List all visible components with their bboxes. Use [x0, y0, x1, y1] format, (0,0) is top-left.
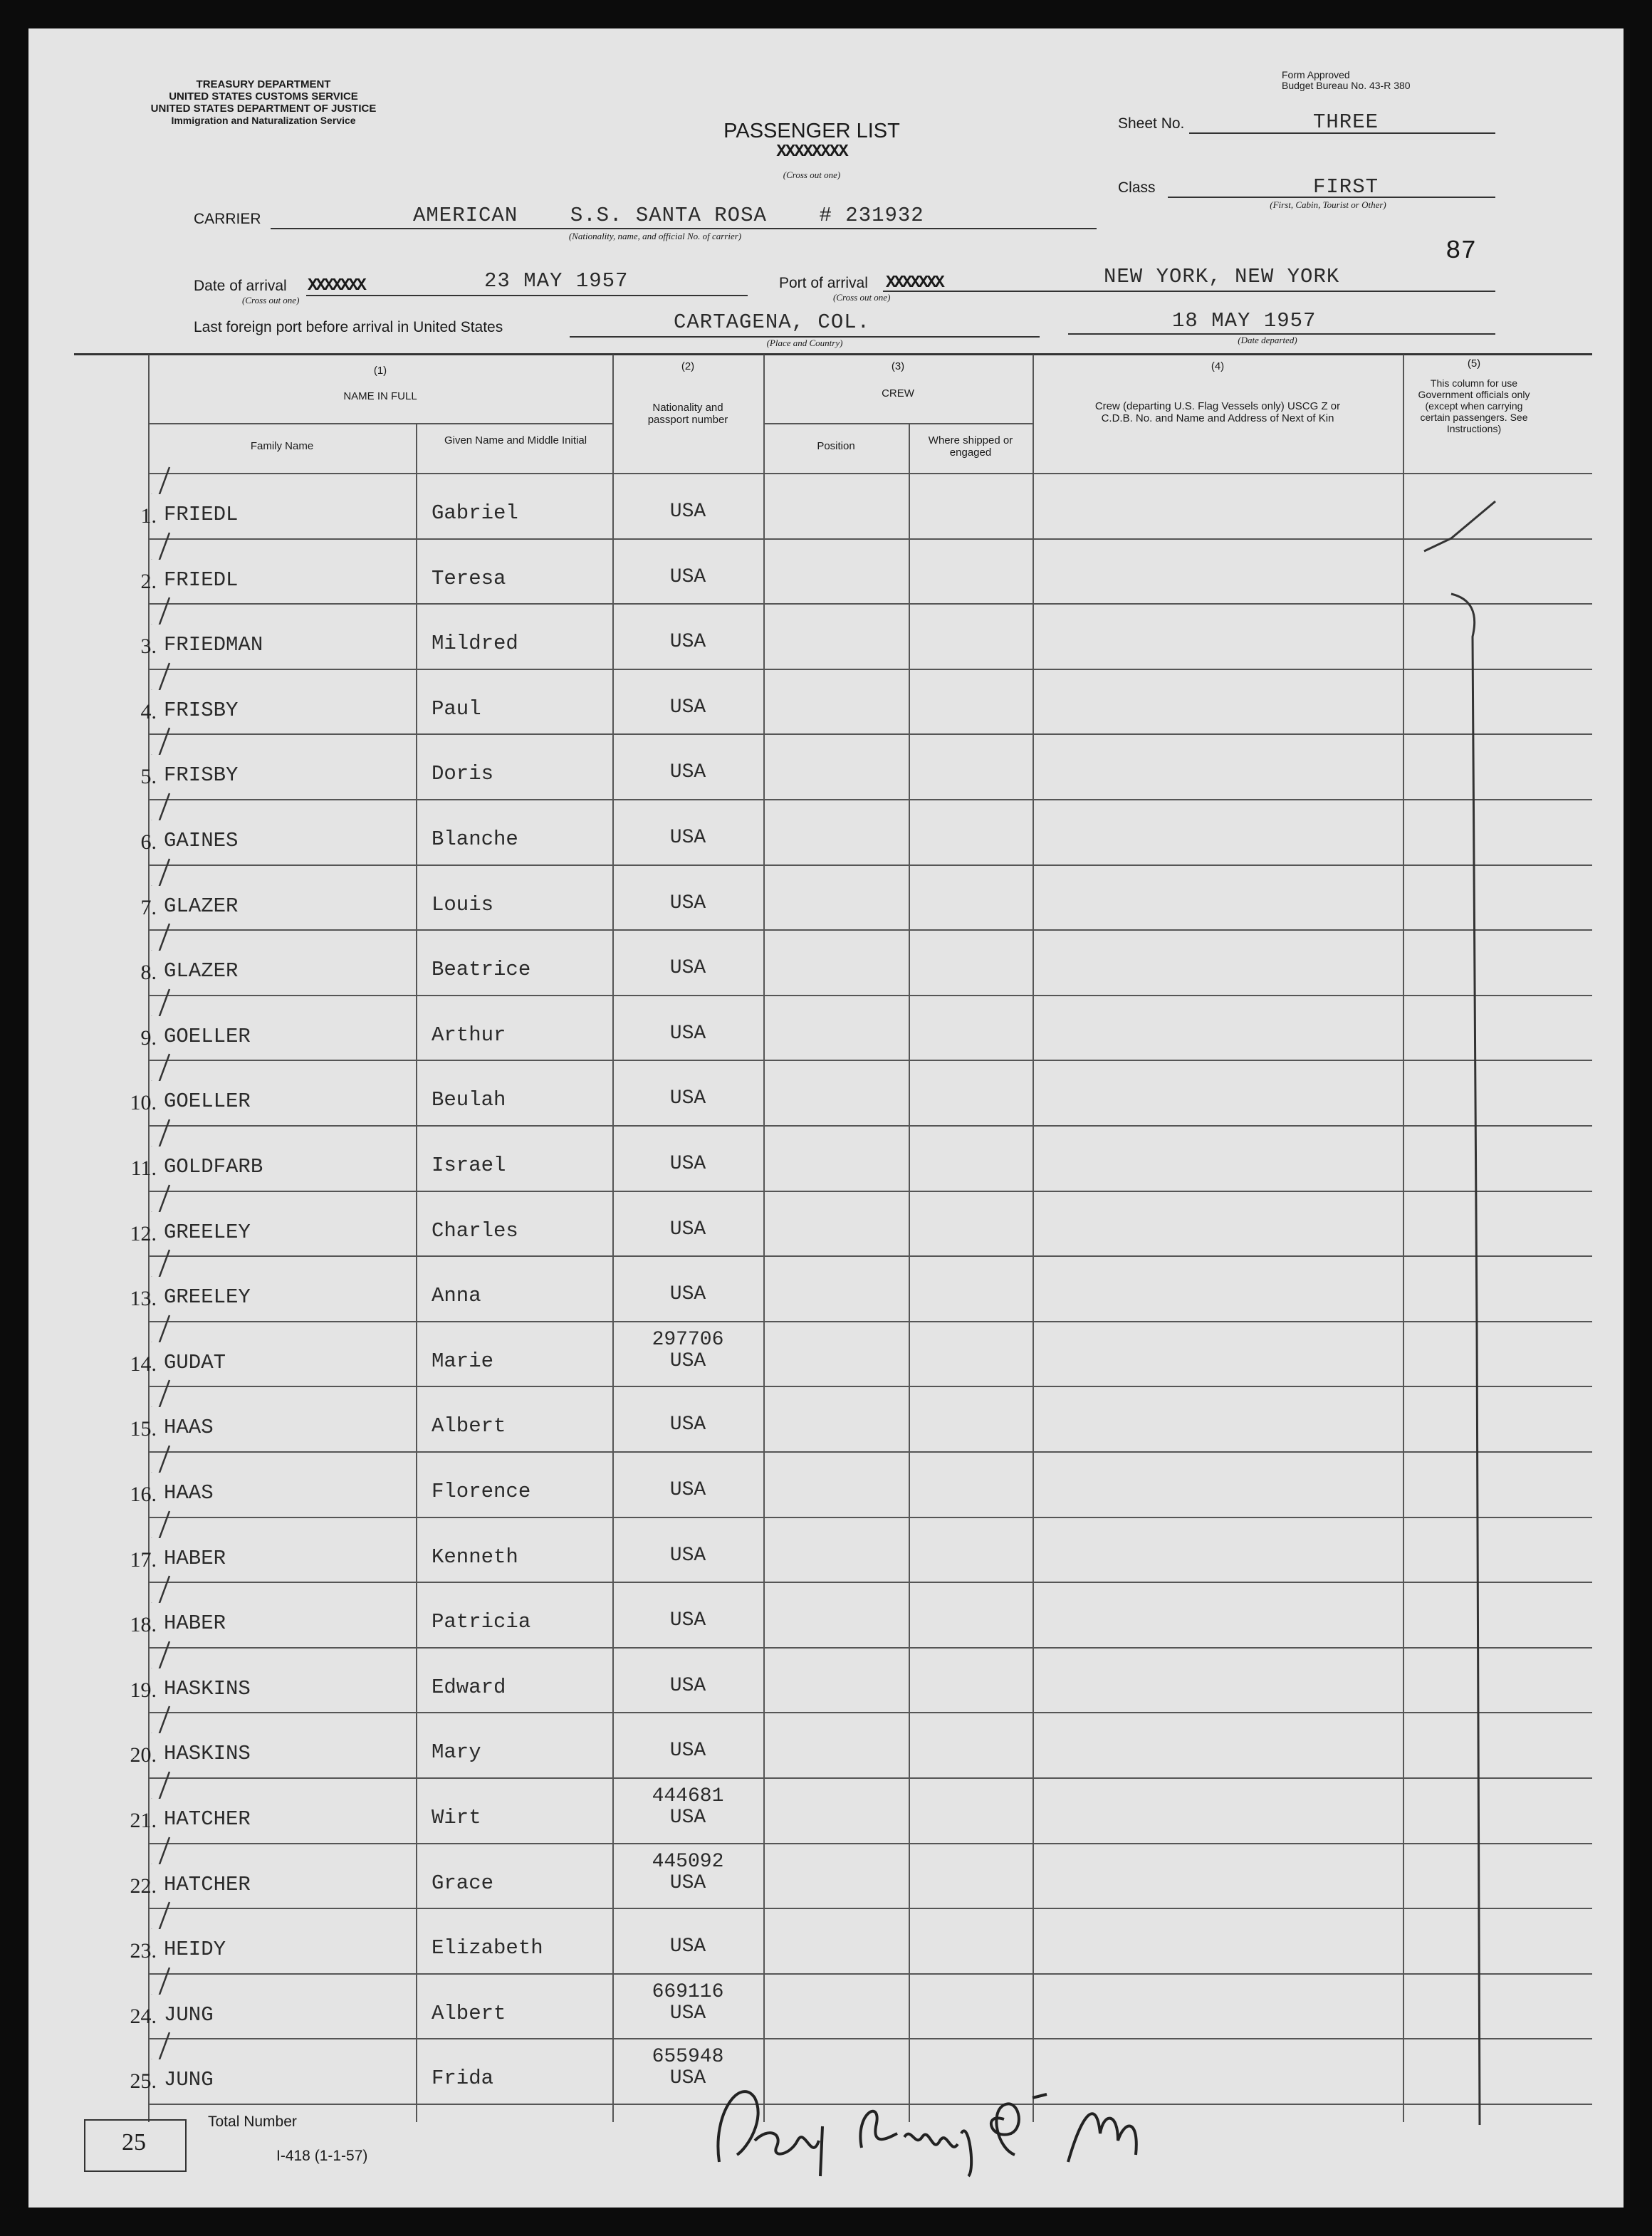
- row-rule: [148, 1386, 1592, 1387]
- row-rule: [148, 1517, 1592, 1518]
- given-name: Grace: [432, 1871, 494, 1895]
- row-number: 16.: [130, 1483, 157, 1506]
- check-mark-icon: [148, 1574, 171, 1603]
- nationality-passport: [617, 1982, 759, 2025]
- port-struck: XXXXXXX: [886, 273, 943, 293]
- carrier-hint: (Nationality, name, and official No. of carrier): [568, 231, 742, 241]
- row-number: 5.: [140, 765, 157, 788]
- signature-image: [698, 2069, 1154, 2183]
- check-mark-icon: [148, 596, 171, 625]
- nationality: USA: [669, 2002, 706, 2025]
- subhead-rule-name: [148, 423, 612, 424]
- check-mark-icon: [148, 1966, 171, 1995]
- agency-line-1: TREASURY DEPARTMENT: [196, 78, 331, 90]
- check-mark-icon: [148, 1444, 171, 1473]
- nationality: USA: [669, 631, 706, 653]
- row-rule: [148, 1908, 1592, 1909]
- nationality: USA: [669, 1935, 706, 1958]
- passport-number: 655948: [652, 2046, 724, 2068]
- row-rule: [148, 929, 1592, 931]
- row-number: 8.: [140, 961, 157, 984]
- row-number: 12.: [130, 1222, 157, 1245]
- given-name: Anna: [432, 1284, 481, 1307]
- row-rule: [148, 1777, 1592, 1779]
- given-name: Kenneth: [432, 1545, 518, 1569]
- nationality: USA: [669, 696, 706, 719]
- row-rule: [148, 1255, 1592, 1257]
- sheet-value: THREE: [1312, 110, 1379, 134]
- check-mark-icon: [148, 1118, 171, 1146]
- departed-hint: (Date departed): [1238, 335, 1297, 345]
- col4-number: (4): [1211, 360, 1225, 372]
- nationality: USA: [669, 1087, 706, 1109]
- check-mark-icon: [148, 922, 171, 951]
- nationality-passport: [617, 1154, 759, 1175]
- check-mark-icon: [148, 988, 171, 1016]
- row-number: 1.: [140, 504, 157, 528]
- check-mark-icon: [148, 726, 171, 755]
- nationality: USA: [669, 501, 706, 523]
- row-number: 7.: [140, 896, 157, 919]
- given-name: Charles: [432, 1219, 518, 1243]
- nationality: USA: [669, 1807, 706, 1829]
- col3-number: (3): [891, 360, 905, 372]
- given-name: Mary: [432, 1740, 481, 1764]
- budget-bureau: Budget Bureau No. 43-R 380: [1282, 80, 1411, 91]
- given-name: Wirt: [432, 1806, 481, 1829]
- nationality: USA: [669, 957, 706, 979]
- row-rule: [148, 733, 1592, 735]
- row-rule: [148, 1582, 1592, 1583]
- family-name: GLAZER: [164, 959, 239, 983]
- col-divider-kin: [1032, 355, 1034, 2122]
- family-name: HABER: [164, 1611, 226, 1635]
- nationality-passport: [617, 1786, 759, 1829]
- sheet-label: Sheet No.: [1118, 115, 1185, 132]
- carrier-line: [271, 228, 1097, 229]
- port-value: NEW YORK, NEW YORK: [1104, 265, 1340, 288]
- col-divider-crew: [763, 355, 765, 2122]
- row-number: 4.: [140, 700, 157, 723]
- row-rule: [148, 1060, 1592, 1061]
- nationality: USA: [669, 761, 706, 783]
- port-line: [883, 291, 1495, 292]
- row-number: 19.: [130, 1678, 157, 1702]
- given-name: Beatrice: [432, 958, 531, 981]
- given-name: Arthur: [432, 1023, 506, 1047]
- family-name: HEIDY: [164, 1938, 226, 1961]
- cross-out-hint: (Cross out one): [783, 169, 841, 180]
- row-number: 9.: [140, 1026, 157, 1050]
- class-label: Class: [1118, 179, 1156, 196]
- form-code: I-418 (1-1-57): [276, 2148, 368, 2164]
- nationality: USA: [669, 1153, 706, 1175]
- col2-number: (2): [681, 360, 695, 372]
- row-rule: [148, 1647, 1592, 1649]
- row-number: 23.: [130, 1939, 157, 1963]
- row-number: 14.: [130, 1352, 157, 1376]
- nationality: USA: [669, 1479, 706, 1501]
- check-mark-icon: [148, 792, 171, 820]
- col-family-name: Family Name: [250, 440, 314, 452]
- family-name: GOLDFARB: [164, 1155, 263, 1179]
- row-number: 24.: [130, 2005, 157, 2028]
- nationality-passport: [617, 1610, 759, 1631]
- port-cross-hint: (Cross out one): [833, 292, 891, 303]
- row-rule: [148, 1843, 1592, 1844]
- nationality-passport: [617, 762, 759, 783]
- family-name: GUDAT: [164, 1351, 226, 1374]
- port-label: Port of arrival: [779, 275, 868, 291]
- table-top-rule: [74, 353, 1592, 355]
- form-approved-block: [1282, 70, 1495, 91]
- agency-line-4: Immigration and Naturalization Service: [171, 115, 356, 126]
- check-mark-icon: [148, 1705, 171, 1733]
- nationality: USA: [669, 2067, 706, 2089]
- given-name: Gabriel: [432, 501, 518, 525]
- nationality-passport: [617, 1219, 759, 1240]
- family-name: FRISBY: [164, 763, 239, 787]
- col-given-name: Given Name and Middle Initial: [444, 434, 587, 446]
- row-rule: [148, 1973, 1592, 1975]
- family-name: HAAS: [164, 1481, 214, 1505]
- last-port-label: Last foreign port before arrival in United States: [194, 319, 503, 335]
- row-rule: [148, 864, 1592, 866]
- check-mark-icon: [148, 531, 171, 560]
- given-name: Edward: [432, 1676, 506, 1699]
- given-name: Beulah: [432, 1088, 506, 1112]
- col-divider-where: [909, 423, 910, 2122]
- row-rule: [148, 1191, 1592, 1192]
- nationality: USA: [669, 892, 706, 914]
- given-name: Paul: [432, 697, 481, 721]
- given-name: Teresa: [432, 567, 506, 590]
- title-struck: XXXXXXXX: [776, 142, 847, 162]
- sheet-line: [1189, 132, 1495, 134]
- agency-line-3: UNITED STATES DEPARTMENT OF JUSTICE: [150, 103, 377, 115]
- passport-number: 297706: [652, 1329, 724, 1351]
- nationality: USA: [669, 1414, 706, 1436]
- given-name: Israel: [432, 1154, 506, 1177]
- check-mark-icon: [148, 1770, 171, 1799]
- nationality-passport: [617, 1284, 759, 1305]
- check-mark-icon: [148, 2031, 171, 2059]
- passenger-list-form: [28, 28, 1624, 2208]
- row-number: 20.: [130, 1743, 157, 1767]
- check-mark-icon: [148, 1640, 171, 1668]
- check-mark-icon: [148, 857, 171, 886]
- nationality-passport: [617, 697, 759, 719]
- nationality: USA: [669, 1023, 706, 1045]
- date-label: Date of arrival: [194, 278, 287, 294]
- date-struck: XXXXXXX: [308, 276, 365, 296]
- given-name: Mildred: [432, 632, 518, 655]
- nationality-passport: [617, 1851, 759, 1894]
- nationality: USA: [669, 1218, 706, 1240]
- date-value: 23 MAY 1957: [484, 269, 629, 293]
- family-name: JUNG: [164, 2003, 214, 2027]
- col5-bracket-mark: [1403, 473, 1545, 2125]
- given-name: Marie: [432, 1349, 494, 1373]
- row-number: 13.: [130, 1287, 157, 1310]
- check-mark-icon: [148, 1314, 171, 1342]
- date-cross-hint: (Cross out one): [242, 295, 300, 305]
- row-rule: [148, 1321, 1592, 1322]
- nationality-passport: [617, 958, 759, 979]
- row-rule: [148, 799, 1592, 800]
- nationality-passport: [617, 501, 759, 523]
- last-port-value: CARTAGENA, COL.: [674, 310, 871, 334]
- given-name: Albert: [432, 1414, 506, 1438]
- nationality-passport: [617, 893, 759, 914]
- family-name: HABER: [164, 1547, 226, 1570]
- class-hint: (First, Cabin, Tourist or Other): [1270, 199, 1386, 210]
- given-name: Frida: [432, 2067, 494, 2090]
- nationality: USA: [669, 1740, 706, 1762]
- row-number: 17.: [130, 1548, 157, 1572]
- nationality-passport: [617, 1329, 759, 1372]
- col1-title: NAME IN FULL: [343, 390, 417, 402]
- check-mark-icon: [148, 1510, 171, 1538]
- given-name: Elizabeth: [432, 1936, 543, 1960]
- nationality: USA: [669, 827, 706, 849]
- agency-block: [85, 78, 441, 127]
- row-rule: [148, 603, 1592, 605]
- date-line: [306, 295, 748, 296]
- subhead-rule-crew: [763, 423, 1032, 424]
- col2-title: Nationality and passport number: [647, 402, 728, 426]
- nationality: USA: [669, 1545, 706, 1567]
- family-name: HATCHER: [164, 1807, 251, 1831]
- nationality-passport: [617, 1676, 759, 1697]
- passport-number: 669116: [652, 1981, 724, 2003]
- nationality: USA: [669, 1675, 706, 1697]
- nationality-passport: [617, 1088, 759, 1109]
- family-name: FRIEDL: [164, 568, 239, 592]
- row-number: 11.: [130, 1156, 157, 1180]
- row-rule: [148, 1712, 1592, 1713]
- family-name: FRIEDMAN: [164, 633, 263, 657]
- family-name: GOELLER: [164, 1090, 251, 1113]
- family-name: HASKINS: [164, 1742, 251, 1765]
- header-bottom-rule: [148, 473, 1592, 474]
- nationality-passport: [617, 567, 759, 588]
- row-number: 25.: [130, 2069, 157, 2093]
- family-name: GREELEY: [164, 1221, 251, 1244]
- nationality-passport: [617, 632, 759, 653]
- check-mark-icon: [148, 1901, 171, 1929]
- check-mark-icon: [148, 1248, 171, 1277]
- given-name: Patricia: [432, 1610, 531, 1634]
- given-name: Blanche: [432, 827, 518, 851]
- total-label: Total Number: [208, 2114, 297, 2130]
- passport-number: 445092: [652, 1851, 724, 1873]
- total-value: 25: [122, 2129, 146, 2156]
- nationality-passport: [617, 1545, 759, 1567]
- nationality: USA: [669, 1609, 706, 1631]
- col5-number: (5): [1467, 357, 1481, 370]
- row-number: 10.: [130, 1091, 157, 1114]
- page-number: 87: [1446, 236, 1477, 266]
- given-name: Albert: [432, 2002, 506, 2025]
- col1-number: (1): [373, 365, 387, 377]
- check-mark-icon: [148, 1836, 171, 1864]
- form-approved: Form Approved: [1282, 69, 1350, 80]
- check-mark-icon: [148, 1052, 171, 1081]
- check-mark-icon: [148, 1184, 171, 1212]
- family-name: FRIEDL: [164, 503, 239, 526]
- nationality-passport: [617, 1936, 759, 1958]
- nationality: USA: [669, 1283, 706, 1305]
- row-rule: [148, 1125, 1592, 1127]
- row-number: 3.: [140, 634, 157, 658]
- col-where-shipped: Where shipped or engaged: [928, 434, 1013, 459]
- family-name: HAAS: [164, 1416, 214, 1439]
- nationality: USA: [669, 1350, 706, 1372]
- check-mark-icon: [148, 1379, 171, 1407]
- col3-title: CREW: [882, 387, 914, 399]
- page-title: PASSENGER LIST: [723, 120, 900, 142]
- row-rule: [148, 1451, 1592, 1453]
- row-rule: [148, 669, 1592, 670]
- family-name: HASKINS: [164, 1677, 251, 1700]
- row-number: 21.: [130, 1809, 157, 1832]
- col5-title: This column for use Government officials only (except when carrying certain passengers. See Instructions): [1418, 377, 1530, 434]
- family-name: HATCHER: [164, 1873, 251, 1896]
- carrier-value: AMERICAN S.S. SANTA ROSA # 231932: [413, 204, 924, 227]
- check-mark-icon: [148, 466, 171, 494]
- row-number: 18.: [130, 1613, 157, 1636]
- family-name: FRISBY: [164, 699, 239, 722]
- nationality-passport: [617, 1414, 759, 1436]
- departed-value: 18 MAY 1957: [1172, 309, 1317, 333]
- nationality-passport: [617, 1480, 759, 1501]
- col4-title: Crew (departing U.S. Flag Vessels only) USCG Z or C.D.B. No. and Name and Address of Next of Kin: [1094, 400, 1341, 424]
- col-divider-given: [416, 423, 417, 2122]
- place-hint: (Place and Country): [766, 338, 843, 348]
- row-rule: [148, 538, 1592, 540]
- row-rule: [148, 995, 1592, 996]
- family-name: GAINES: [164, 829, 239, 852]
- col-position: Position: [817, 440, 855, 452]
- given-name: Florence: [432, 1480, 531, 1503]
- carrier-label: CARRIER: [194, 211, 261, 227]
- family-name: GOELLER: [164, 1025, 251, 1048]
- nationality-passport: [617, 1023, 759, 1045]
- passport-number: 444681: [652, 1785, 724, 1807]
- nationality-passport: [617, 827, 759, 849]
- row-number: 6.: [140, 830, 157, 854]
- row-number: 22.: [130, 1874, 157, 1898]
- nationality-passport: [617, 1740, 759, 1762]
- class-line: [1168, 197, 1495, 198]
- class-value: FIRST: [1312, 175, 1379, 199]
- given-name: Louis: [432, 893, 494, 916]
- check-mark-icon: [148, 662, 171, 690]
- agency-line-2: UNITED STATES CUSTOMS SERVICE: [169, 90, 358, 103]
- given-name: Doris: [432, 762, 494, 785]
- col-divider-nationality: [612, 355, 614, 2122]
- family-name: JUNG: [164, 2068, 214, 2091]
- nationality: USA: [669, 1872, 706, 1894]
- row-number: 2.: [140, 570, 157, 593]
- nationality: USA: [669, 566, 706, 588]
- family-name: GLAZER: [164, 894, 239, 918]
- family-name: GREELEY: [164, 1285, 251, 1309]
- row-rule: [148, 2038, 1592, 2039]
- row-number: 15.: [130, 1417, 157, 1441]
